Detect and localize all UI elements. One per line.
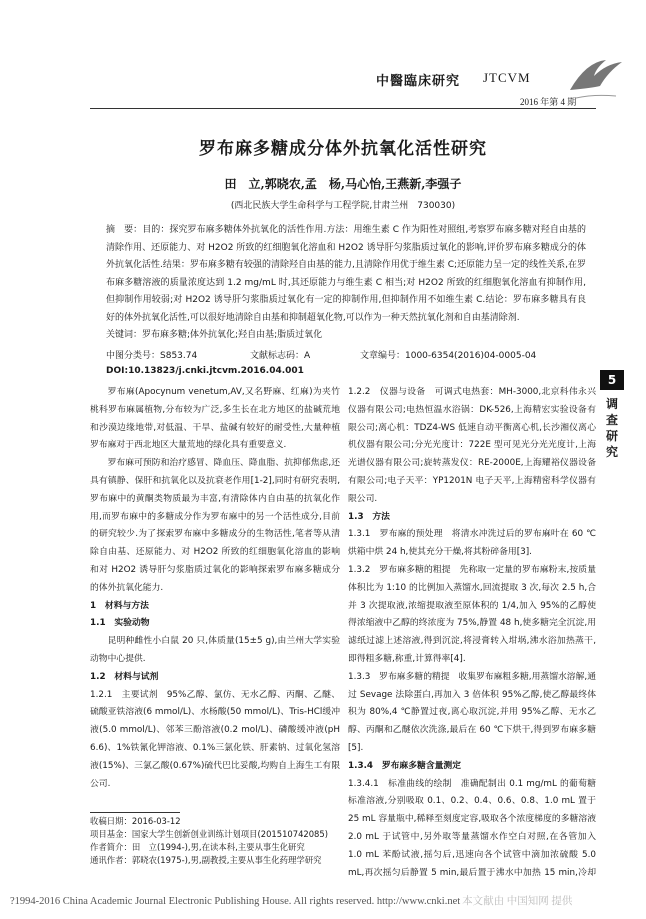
abstract-text: 摘 要：目的：探究罗布麻多糖体外抗氧化的活性作用.方法：用维生素 C 作为阳性对照组,考察罗布麻多糖对羟自由基的清除作用、还原能力、对 H2O2 所致的红细胞氧化溶血和 H2O2 诱导肝匀浆脂质过氧化的影响,评价罗布麻多糖成分的体外抗氧化活性.结果：罗布麻多糖有较强的清除羟自由基的能力,且清除作用优于维生素 C;还原能力呈一定的线性关系,在罗布麻多糖溶液的质量浓度达到 1.2 mg/mL 时,其还原能力与维生素 C 相当;对 H2O2 所致的红细胞氧化溶血有抑制作用,但抑制作用较弱;对 H2O2 诱导肝匀浆脂质过氧化有一定的抑制作用,但抑制作用不如维生素 C.结论：罗布麻多糖具有良好的体外抗氧化活性,可以很好地清除自由基和抑制超氧化物,可以作为一种天然抗氧化剂和自由基清除剂. (106, 225, 586, 323)
crude-extraction-paragraph: 1.3.2 罗布麻多糖的粗提 先称取一定量的罗布麻粉末,按质量体积比为 1:10 的比例加入蒸馏水,回流提取 3 次,每次 2.5 h,合并 3 次提取液,浓缩提取液至原体积的 1/4,加入 95%的乙醇使得浓缩液中乙醇的终浓度为 75%,静置 48 h,使多糖完全沉淀,用滤纸过滤上述溶液,得到沉淀,将浸膏转入坩埚,沸水浴加热蒸干,即得粗多糖,称重,计算得率[4]. (348, 564, 596, 664)
journal-name-en: JTCVM (483, 70, 531, 85)
abstract-block (106, 222, 586, 345)
animals-paragraph: 昆明种雌性小白鼠 20 只,体质量(15±5 g),由兰州大学实验动物中心提供. (90, 636, 340, 664)
subsection-heading-1-3-4: 1.3.4 罗布麻多糖含量测定 (348, 760, 462, 771)
subsection-heading-1-1: 1.1 实验动物 (90, 618, 150, 629)
corresponding-author: 通讯作者：郭晓农(1975-),男,副教授,主要从事生化药理学研究 (90, 855, 322, 865)
reagents-paragraph: 1.2.1 主要试剂 95%乙醇、氯仿、无水乙醇、丙酮、乙醚、硫酸亚铁溶液(6 mmol/L)、水杨酸(50 mmol/L)、Tris-HCl缓冲液(5.0 mmol/L)、邻苯三酚溶液(0.2 mol/L)、磷酸缓冲液(pH 6.6)、1%铁氰化钾溶液、0.1%三氯化铁、肝素钠、过氧化氢溶液(15%)、三氯乙酸(0.67%)硫代巴比妥酸,均购自上海生工有限公司. (90, 689, 340, 789)
paper-affiliation: (西北民族大学生命科学与工程学院,甘肃兰州 730030) (230, 201, 456, 211)
clc-number: 中图分类号：S853.74 (106, 351, 198, 361)
footnote-rule (90, 812, 180, 813)
received-date: 收稿日期：2016-03-12 (90, 816, 181, 826)
doi: DOI:10.13823/j.cnki.jtcvm.2016.04.001 (106, 366, 304, 376)
document-code: 文献标志码：A (250, 351, 311, 361)
section-heading-1: 1 材料与方法 (90, 600, 149, 611)
paper-authors: 田 立,郭晓农,孟 杨,马心怡,王燕新,李强子 (224, 177, 462, 191)
section-tab-number: 5 (600, 370, 624, 390)
copyright-text: ?1994-2016 China Academic Journal Electronic Publishing House. All rights reserved. http://www.cnki.net (10, 896, 461, 907)
article-number: 文章编号：1000-6354(2016)04-0005-04 (360, 351, 537, 361)
pretreatment-paragraph: 1.3.1 罗布麻的预处理 将清水冲洗过后的罗布麻叶在 60 ℃烘箱中烘 24 h,使其充分干燥,将其粉碎备用[3]. (348, 529, 596, 558)
intro-paragraph-2: 罗布麻可预防和治疗感冒、降血压、降血脂、抗抑郁焦虑,还具有镇静、保肝和抗氧化以及抗衰老作用[1-2],同时有研究表明,罗布麻中的黄酮类物质最为丰富,有清除体内自由基的抗氧化作用,而罗布麻中的多糖成分作为罗布麻中的另一个活性成分,目前的研究较少.为了探索罗布麻中多糖成分的生物活性,笔者等从清除自由基、还原能力、对 H2O2 所致的红细胞氧化溶血的影响和对 H2O2 诱导肝匀浆脂质过氧化的影响探索罗布麻多糖成分的体外抗氧化能力. (90, 458, 340, 593)
intro-paragraph-1: 罗布麻(Apocynum venetum,AV,又名野麻、红麻)为夹竹桃科罗布麻属植物,分布较为广泛,多生长在北方地区的盐碱荒地和沙漠边缘地带,对低温、干旱、盐碱有较好的耐受性,大量种植罗布麻对于西北地区大量荒地的绿化具有重要意义. (90, 387, 340, 451)
keywords: 关键词：罗布麻多糖;体外抗氧化;羟自由基;脂质过氧化 (106, 330, 323, 340)
author-bio: 作者简介：田 立(1994-),男,在读本科,主要从事生化研究 (90, 842, 305, 852)
equipment-paragraph: 1.2.2 仪器与设备 可调式电热套：MH-3000,北京科伟永兴仪器有限公司;电热恒温水浴锅：DK-526,上海精宏实验设备有限公司;离心机：TDZ4-WS 低速自动平衡离心机,长沙湘仪离心机仪器有限公司;分光光度计：722E 型可见光分光光度计,上海光谱仪器有限公司;旋转蒸发仪：RE-2000E,上海耀裕仪器设备有限公司;电子天平：YP1201N 电子天平,上海精密科学仪器有限公司. (348, 387, 596, 504)
journal-name-cn: 中醫臨床研究 (376, 74, 461, 89)
section-tab-label: 调查研究 (605, 397, 618, 459)
journal-issue: 2016 年第 4 期 (520, 97, 577, 107)
footnote-block (90, 815, 340, 867)
funding: 项目基金：国家大学生创新创业训练计划项目(201510742085) (90, 829, 328, 839)
subsection-heading-1-3: 1.3 方法 (348, 511, 390, 522)
standard-curve-paragraph: 1.3.4.1 标准曲线的绘制 准确配制出 0.1 mg/mL 的葡萄糖标准溶液,分别吸取 0.1、0.2、0.4、0.6、0.8、1.0 mL 置于 25 mL 容量瓶中,稀释至刻度定容,吸取各个浓度梯度的多糖溶液 2.0 mL 于试管中,另外取等量蒸馏水作空白对照,在各管加入 1.0 mL 苯酚试液,摇匀后,迅速向各个试管中滴加浓硫酸 5.0 mL,再次摇匀后静置 5 min,最后置于沸水中加热 15 min,冷却 (348, 778, 596, 878)
right-column (348, 384, 596, 884)
left-column (90, 384, 340, 808)
subsection-heading-1-2: 1.2 材料与试剂 (90, 671, 159, 682)
watermark-text: 本文献由 中国知网 提供 (462, 896, 573, 907)
paper-title: 罗布麻多糖成分体外抗氧化活性研究 (199, 139, 487, 159)
header-rule (90, 108, 596, 109)
copyright-footer (10, 893, 640, 908)
fine-extraction-paragraph: 1.3.3 罗布麻多糖的精提 收集罗布麻粗多糖,用蒸馏水溶解,通过 Sevage 法除蛋白,再加入 3 倍体积 95%乙醇,使乙醇最终体积为 80%,4 ℃静置过夜,离心取沉淀,并用 95%乙醇、无水乙醇、丙酮和乙醚依次洗涤,最后在 60 ℃下烘干,得到罗布麻多糖[5]. (348, 671, 596, 753)
